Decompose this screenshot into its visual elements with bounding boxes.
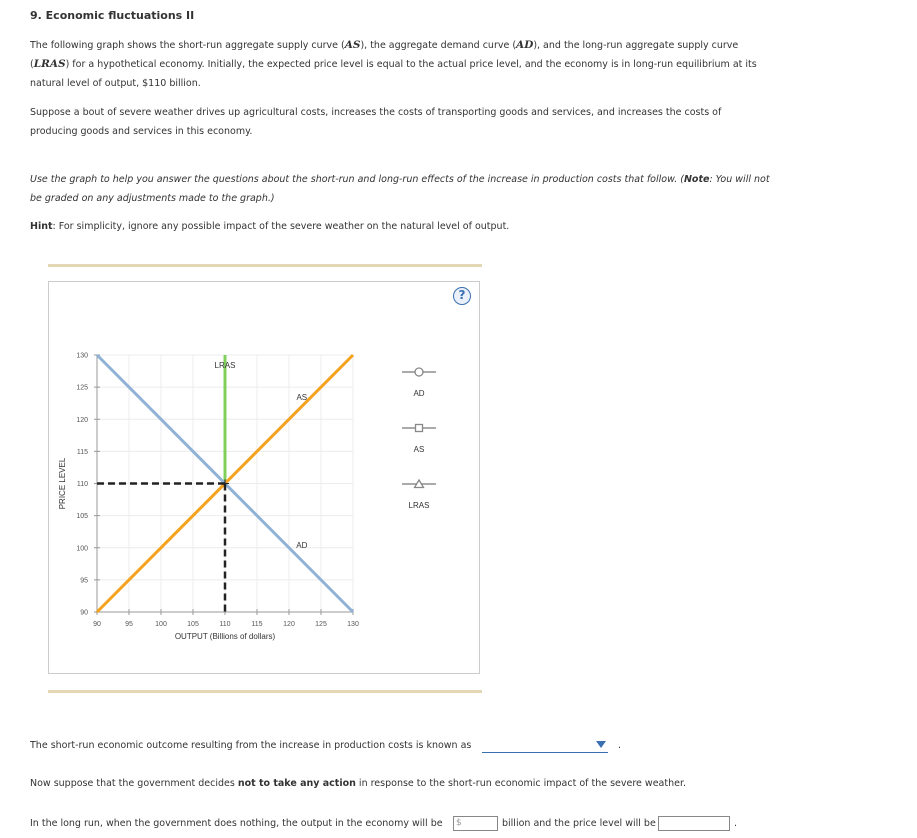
x-tick-label: 105 [187,621,199,628]
legend-label-ad: AD [413,389,425,398]
y-tick-label: 100 [76,545,88,553]
question-1-text: The short-run economic outcome resulting from the increase in production costs is known as [30,740,472,751]
ad-curve-label: AD [296,540,308,550]
y-tick-label: 125 [76,384,88,392]
hint-text: : For simplicity, ignore any possible impact of the severe weather on the natural level of output. [52,221,510,232]
question-3-middle: billion and the price level will be [502,818,656,829]
legend-label-as: AS [413,445,425,454]
dollar-sign: $ [456,818,462,828]
instructions-text: Use the graph to help you answer the questions about the short-run and long-run effects of the increase in production costs that follow. ( [30,174,684,185]
x-tick-label: 115 [251,621,263,628]
question-2-bold: not to take any action [237,778,356,789]
y-tick-label: 130 [76,352,88,360]
question-2-suffix: in response to the short-run economic impact of the severe weather. [355,778,687,789]
y-tick-label: 90 [80,609,88,617]
intro-text-2: ), the aggregate demand curve ( [360,40,517,51]
note-label: Note [683,174,710,185]
x-tick-label: 130 [347,621,359,628]
y-tick-label: 120 [76,416,88,424]
outcome-dropdown[interactable] [482,738,608,753]
x-tick-label: 90 [93,621,101,628]
graph-bottom-divider [48,690,482,693]
square-icon [416,425,423,432]
question-1-period: . [618,740,622,751]
x-tick-label: 95 [125,621,133,628]
y-tick-label: 105 [76,513,88,521]
graph-top-divider [48,264,482,267]
help-icon[interactable]: ? [453,287,471,305]
question-2-text [30,778,686,789]
intro-paragraph [30,36,770,93]
scenario-paragraph: Suppose a bout of severe weather drives up agricultural costs, increases the costs of transporting goods and services, and increases the costs of producing goods and services in this economy. [30,107,722,137]
question-3-prefix: In the long run, when the government does nothing, the output in the economy will be [30,818,443,829]
y-tick-label: 115 [76,448,88,456]
chart-legend[interactable] [402,368,436,510]
lras-curve-label: LRAS [214,360,236,370]
price-level-input[interactable] [658,816,730,831]
y-tick-label: 110 [76,481,88,488]
as-symbol: AS [344,39,361,51]
y-tick-label: 95 [80,577,88,585]
note-text: : You will not be graded on any adjustments made to the graph.) [30,174,770,204]
legend-label-lras: LRAS [408,501,430,510]
intro-text-1: The following graph shows the short-run aggregate supply curve ( [30,40,345,51]
x-tick-label: 100 [155,621,167,628]
x-axis-title: OUTPUT (Billions of dollars) [174,632,276,641]
question-3-period: . [734,818,738,829]
circle-icon [415,368,423,376]
y-axis-title: PRICE LEVEL [58,457,67,510]
question-title: 9. Economic fluctuations II [30,9,195,22]
chevron-down-icon [596,741,606,748]
ad-symbol: AD [516,39,534,51]
lras-symbol: LRAS [33,58,66,70]
intro-text-4: ) for a hypothetical economy. Initially, the expected price level is equal to the actual price level, and the economy is in long-run equilibrium at its natural level of output, $110 billion. [30,59,757,89]
hint-paragraph [30,217,770,236]
graph-svg[interactable] [48,281,480,674]
hint-label: Hint [30,221,53,232]
output-input[interactable] [453,816,498,831]
question-2-prefix: Now suppose that the government decides [30,778,238,789]
instructions-paragraph [30,170,770,208]
x-tick-label: 120 [283,621,295,628]
as-curve-label: AS [296,392,308,402]
intro-text-3: ), and the long-run aggregate supply curve ( [30,40,739,70]
x-tick-label: 125 [315,621,327,628]
x-tick-label: 110 [219,621,231,628]
